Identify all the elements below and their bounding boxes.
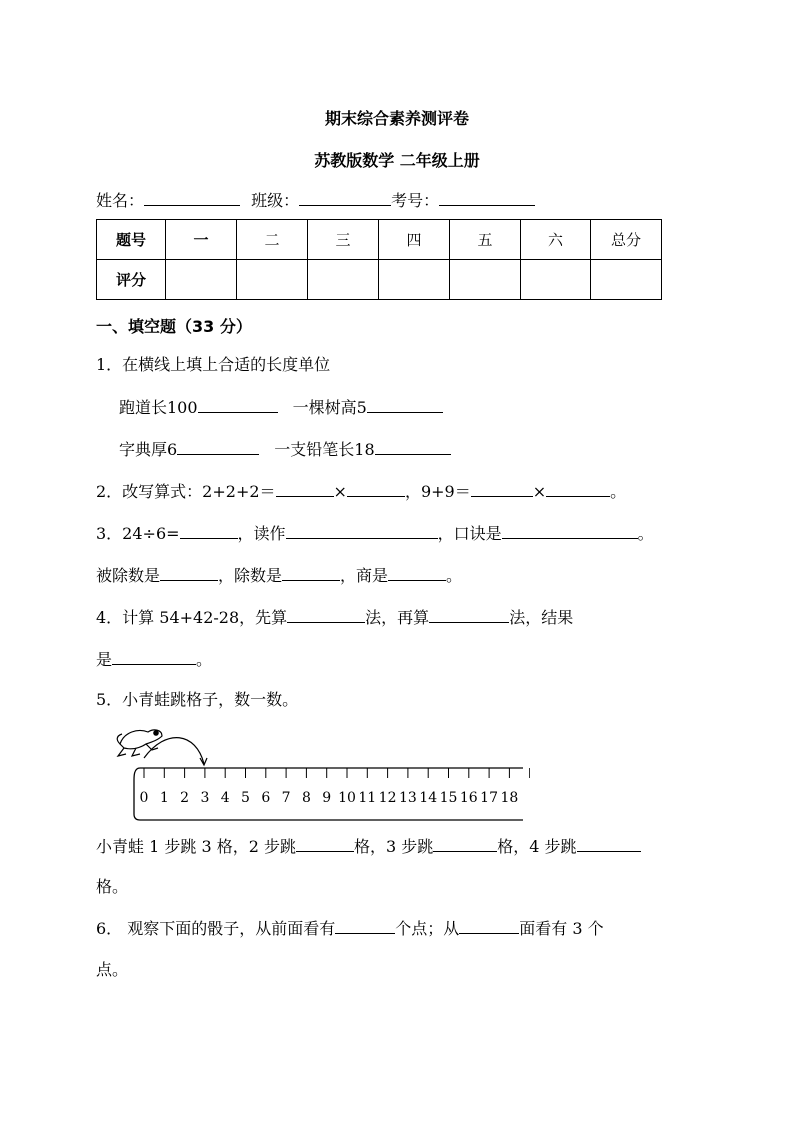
- score-cell[interactable]: [379, 260, 450, 300]
- q5-text: 5．小青蛙跳格子，数一数。: [96, 690, 299, 709]
- q3-blank-answer[interactable]: [180, 523, 238, 539]
- number-line-tick-label: 7: [281, 790, 291, 806]
- q3-end: 。: [637, 524, 654, 543]
- number-line-tick-label: 1: [159, 790, 169, 806]
- q4-blank-3[interactable]: [112, 649, 196, 665]
- q5-part-a: 小青蛙 1 步跳 3 格，2 步跳: [96, 837, 296, 856]
- q5-line1: [96, 836, 641, 857]
- q4-line1: [96, 607, 573, 628]
- q1-blank-b[interactable]: [367, 397, 443, 413]
- score-header-cell: 一: [166, 220, 237, 260]
- q3-blank-quotient[interactable]: [388, 565, 446, 581]
- q2-blank-3[interactable]: [471, 481, 533, 497]
- number-line-tick-label: 4: [220, 790, 230, 806]
- number-line-tick-label: 8: [301, 790, 311, 806]
- q4-then: 法，再算: [365, 608, 430, 627]
- q4-line2: [96, 649, 212, 670]
- frog-icon: [117, 730, 162, 756]
- q6-mid: 个点；从: [395, 919, 460, 938]
- q3-end2: 。: [446, 566, 463, 585]
- number-line-tick-label: 3: [200, 790, 210, 806]
- q5-line2: 格。: [96, 877, 129, 896]
- number-line-tick-label: 0: [139, 790, 149, 806]
- q6-prefix: 6． 观察下面的骰子，从前面看有: [96, 919, 336, 938]
- number-line-tick-label: 15: [439, 790, 458, 806]
- q4-result: 法，结果: [509, 608, 574, 627]
- q5-blank-3[interactable]: [577, 836, 641, 852]
- q3-line2: [96, 565, 462, 586]
- doc-title: 期末综合素养测评卷: [324, 109, 469, 128]
- number-line-tick-label: 14: [419, 790, 438, 806]
- class-label: 班级：: [251, 191, 300, 210]
- q3-rhyme: ，口诀是: [437, 524, 502, 543]
- section-title: 一、填空题（33 分）: [96, 317, 252, 336]
- number-line-tick-label: 2: [180, 790, 190, 806]
- q4-end: 。: [196, 650, 213, 669]
- q5-blank-2[interactable]: [433, 836, 497, 852]
- score-header-cell: 三: [308, 220, 379, 260]
- q3-blank-rhyme[interactable]: [502, 523, 638, 539]
- q2-mid: ，9+9＝: [404, 482, 471, 501]
- q3-dividend: 被除数是: [96, 566, 161, 585]
- number-line-tick-label: 12: [378, 790, 397, 806]
- q5-part-b: 格，3 步跳: [353, 837, 434, 856]
- q3-blank-read[interactable]: [286, 523, 438, 539]
- score-cell[interactable]: [308, 260, 379, 300]
- score-header-cell: 六: [521, 220, 591, 260]
- score-value-row: [97, 260, 662, 300]
- score-cell[interactable]: [521, 260, 591, 300]
- q6-blank-1[interactable]: [335, 918, 395, 934]
- q2-prefix: 2．改写算式：2+2+2＝: [96, 482, 276, 501]
- q1-item-a: 跑道长100: [119, 398, 198, 417]
- number-line-tick-label: 16: [459, 790, 478, 806]
- score-table: [96, 219, 662, 300]
- q1-text: 1．在横线上填上合适的长度单位: [96, 355, 331, 374]
- q1-blank-a[interactable]: [198, 397, 278, 413]
- number-line-tick-label: 18: [500, 790, 519, 806]
- q2-times-1: ×: [333, 482, 347, 501]
- score-row-label: 评分: [97, 260, 166, 300]
- score-cell[interactable]: [237, 260, 308, 300]
- q4-prefix: 4．计算 54+42-28，先算: [96, 608, 288, 627]
- q3-prefix: 3．24÷6=: [96, 524, 180, 543]
- number-line-tick-label: 6: [261, 790, 271, 806]
- q6-end: 面看有 3 个: [519, 919, 604, 938]
- number-line-ticks: [140, 768, 530, 806]
- score-header-cell: 总分: [591, 220, 662, 260]
- score-header-cell: 题号: [97, 220, 166, 260]
- q6-line1: [96, 918, 604, 939]
- q2-end: 。: [610, 482, 627, 501]
- q2-blank-2[interactable]: [347, 481, 405, 497]
- number-line-tick-label: 9: [322, 790, 332, 806]
- q5-blank-1[interactable]: [296, 836, 354, 852]
- number-line-tick-label: 13: [398, 790, 417, 806]
- q1-item-c: 字典厚6: [119, 440, 178, 459]
- q6-line2: 点。: [96, 960, 129, 979]
- q1-row1: [119, 397, 443, 418]
- score-cell[interactable]: [166, 260, 237, 300]
- q3-divisor: ，除数是: [218, 566, 283, 585]
- q4-blank-2[interactable]: [429, 607, 509, 623]
- q3-blank-divisor[interactable]: [282, 565, 340, 581]
- q3-line1: [96, 523, 654, 544]
- score-header-cell: 五: [450, 220, 521, 260]
- number-line-tick-label: 10: [338, 790, 356, 806]
- q6-blank-2[interactable]: [459, 918, 519, 934]
- number-label: 考号：: [391, 191, 440, 210]
- student-info: [96, 190, 535, 211]
- name-blank[interactable]: [144, 190, 240, 206]
- q1-blank-c[interactable]: [177, 439, 259, 455]
- q1-blank-d[interactable]: [375, 439, 451, 455]
- score-cell[interactable]: [591, 260, 662, 300]
- frog-number-line-figure: [110, 718, 530, 824]
- q1-item-b: 一棵树高5: [292, 398, 367, 417]
- q2-blank-1[interactable]: [276, 481, 334, 497]
- doc-subtitle: 苏教版数学 二年级上册: [314, 151, 480, 170]
- class-blank[interactable]: [299, 190, 391, 206]
- q3-quotient: ，商是: [340, 566, 389, 585]
- q1-row2: [119, 439, 451, 460]
- q5-part-c: 格，4 步跳: [497, 837, 577, 856]
- q4-blank-1[interactable]: [287, 607, 365, 623]
- q4-is: 是: [96, 650, 113, 669]
- number-line-tick-label: 11: [358, 790, 377, 806]
- number-blank[interactable]: [439, 190, 535, 206]
- q2-blank-4[interactable]: [546, 481, 610, 497]
- q2-line: [96, 481, 626, 502]
- name-label: 姓名：: [96, 191, 145, 210]
- score-header-cell: 四: [379, 220, 450, 260]
- score-header-cell: 二: [237, 220, 308, 260]
- score-cell[interactable]: [450, 260, 521, 300]
- number-line-tick-label: 17: [480, 790, 499, 806]
- q3-blank-dividend[interactable]: [160, 565, 218, 581]
- q2-times-2: ×: [532, 482, 547, 501]
- score-header-row: [97, 220, 662, 260]
- q1-item-d: 一支铅笔长18: [274, 440, 375, 459]
- number-line-tick-label: 5: [241, 790, 250, 806]
- q3-read: ，读作: [237, 524, 286, 543]
